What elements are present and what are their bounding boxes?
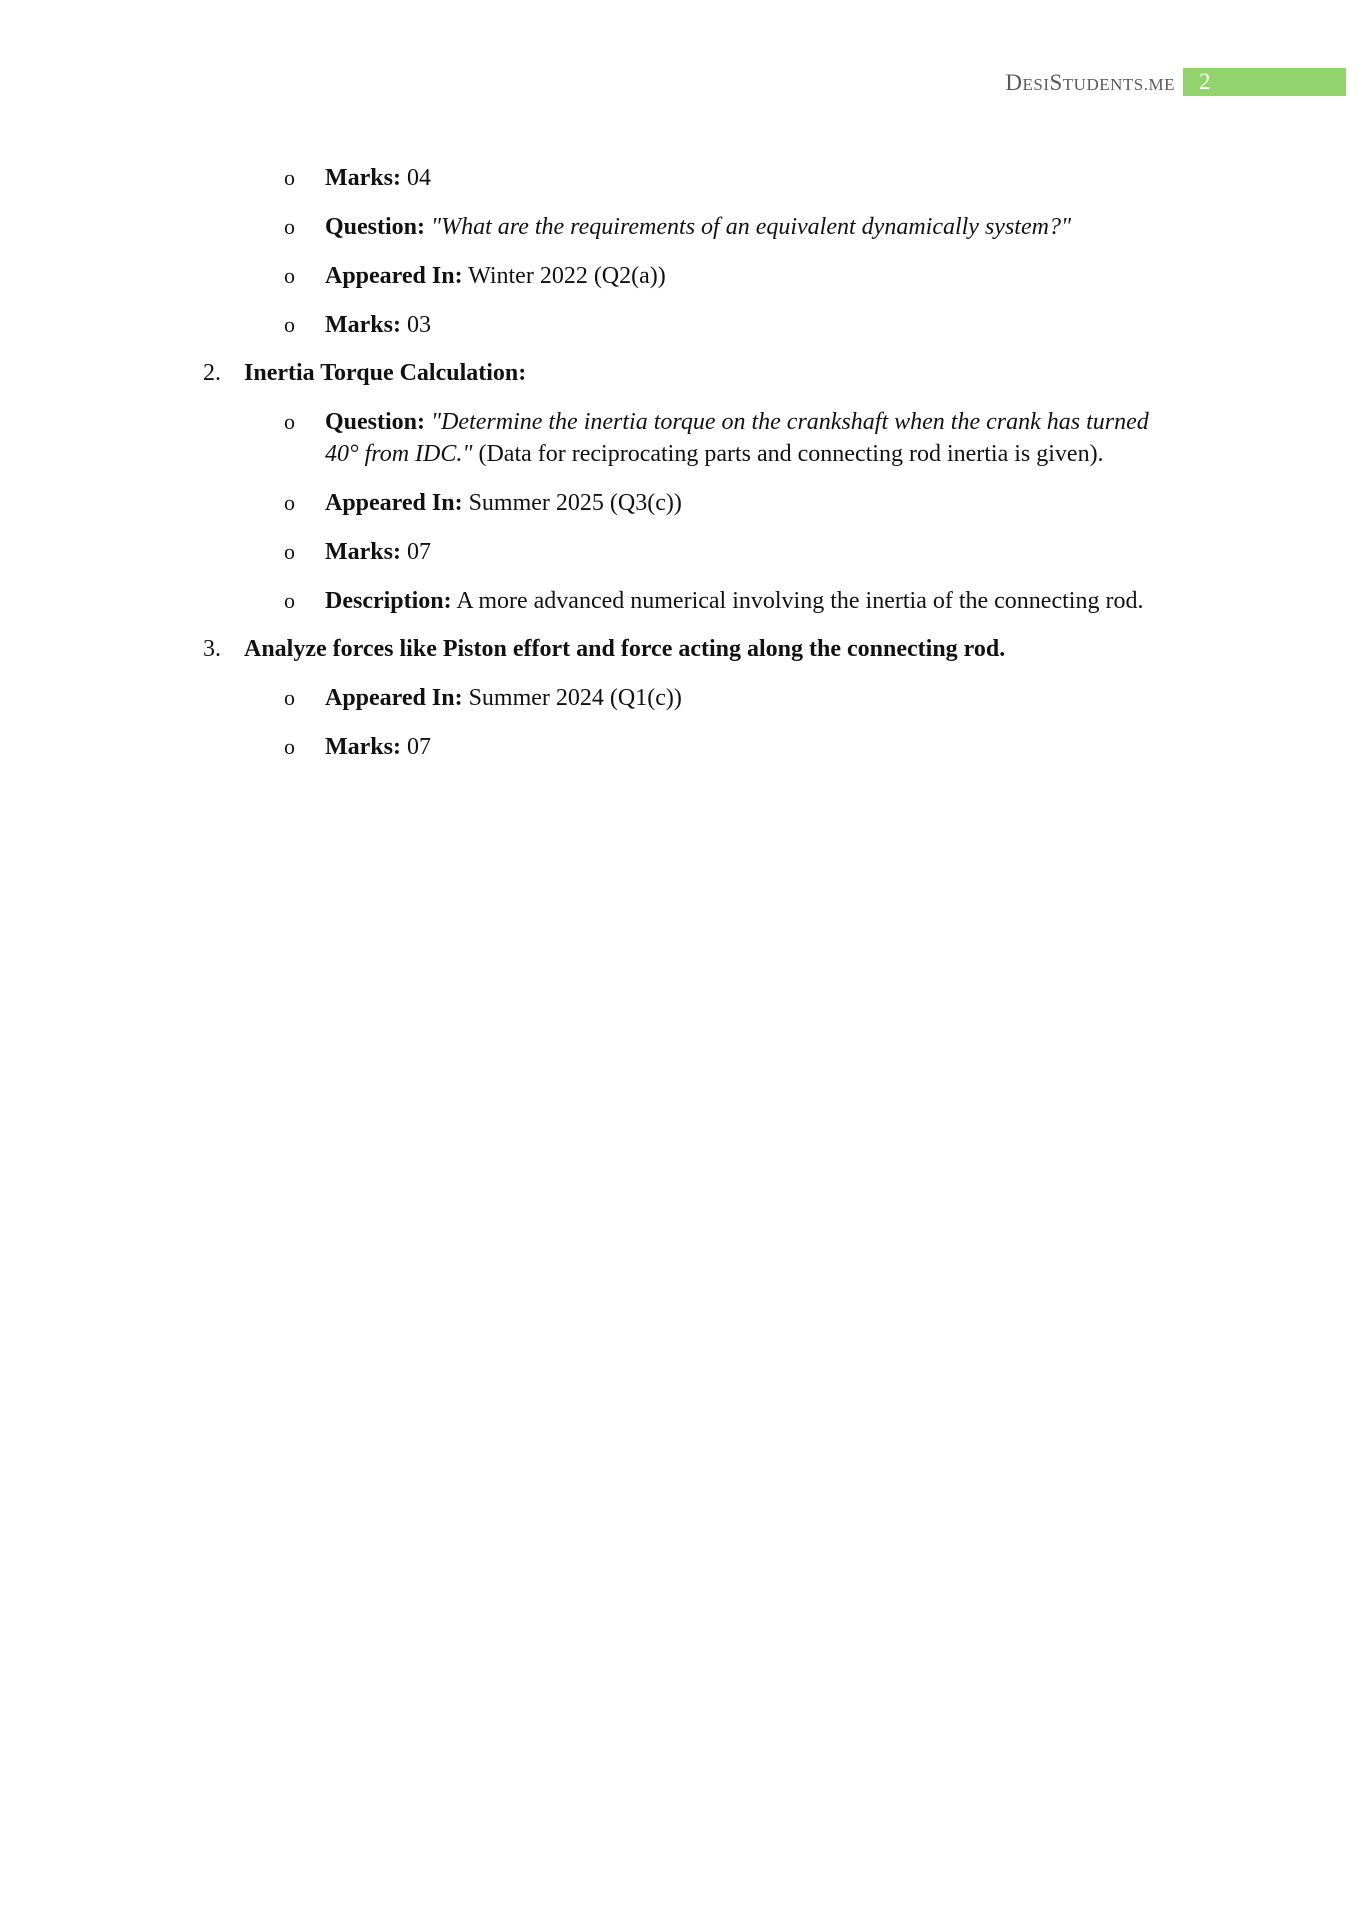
bullet-icon: o (284, 165, 295, 190)
section-number: 2. (203, 360, 221, 386)
bullet-icon: o (284, 685, 295, 710)
bullet-icon: o (284, 539, 295, 564)
bullet-icon: o (284, 734, 295, 759)
list-item-text: Appeared In: Summer 2024 (Q1(c)) (325, 685, 682, 711)
section-number: 3. (203, 636, 221, 662)
list-item-text: Marks: 07 (325, 539, 431, 565)
section-title: Inertia Torque Calculation: (244, 360, 527, 386)
list-item-text: Question: "What are the requirements of an equivalent dynamically system?" (325, 214, 1072, 240)
page-number: 2 (1183, 68, 1346, 96)
bullet-icon: o (284, 312, 295, 337)
list-item-text: Description: A more advanced numerical involving the inertia of the connecting rod. (325, 588, 1144, 614)
list-item-text: Marks: 03 (325, 312, 431, 338)
site-name: DESISTUDENTS.ME (1005, 70, 1175, 95)
bullet-icon: o (284, 263, 295, 288)
list-item-text: 40° from IDC." (Data for reciprocating parts and connecting rod inertia is given). (325, 441, 1104, 467)
bullet-icon: o (284, 588, 295, 613)
bullet-icon: o (284, 490, 295, 515)
bullet-icon: o (284, 214, 295, 239)
list-item-text: Question: "Determine the inertia torque on the crankshaft when the crank has turned (325, 409, 1149, 435)
list-item-text: Appeared In: Summer 2025 (Q3(c)) (325, 490, 682, 516)
list-item-text: Appeared In: Winter 2022 (Q2(a)) (325, 263, 666, 289)
list-item-text: Marks: 04 (325, 165, 431, 191)
bullet-icon: o (284, 409, 295, 434)
list-item-text: Marks: 07 (325, 734, 431, 760)
page-header (0, 68, 1358, 98)
section-title: Analyze forces like Piston effort and force acting along the connecting rod. (244, 636, 1006, 662)
